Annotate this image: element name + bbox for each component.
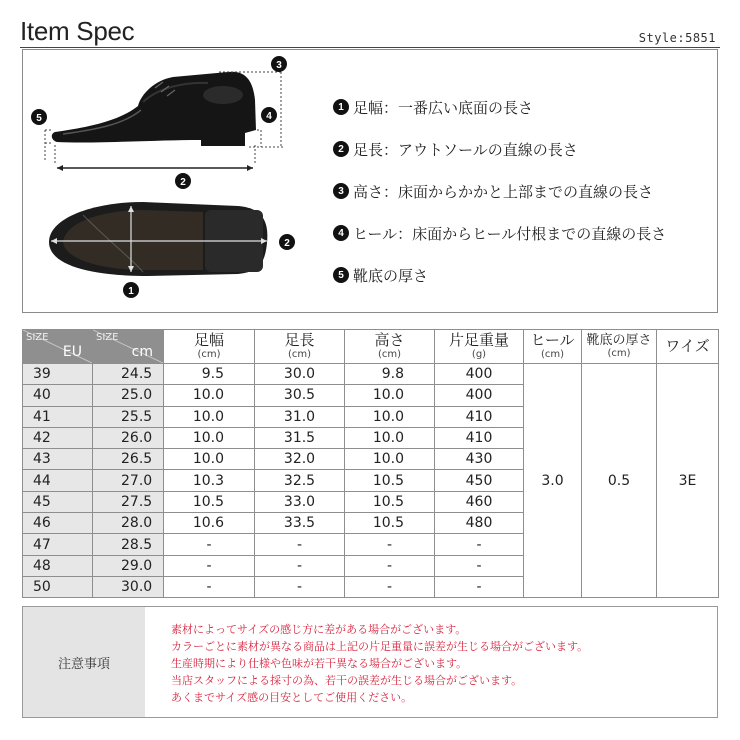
- number-badge-icon: 5: [333, 267, 349, 283]
- column-header: 靴底の厚さ (cm): [582, 330, 657, 364]
- cm-size-cell: 25.5: [93, 406, 164, 427]
- marker-2b-label: 2: [284, 238, 290, 249]
- height-cell: 10.5: [345, 491, 435, 512]
- note-line: カラーごとに素材が異なる商品は上記の片足重量に誤差が生じる場合がございます。: [171, 640, 589, 653]
- eu-size-cell: 41: [23, 406, 93, 427]
- width-cell: -: [164, 534, 255, 555]
- legend-item: [333, 128, 666, 170]
- sole-thickness-cell: 0.5: [582, 364, 657, 598]
- weight-cell: -: [435, 576, 524, 597]
- height-cell: 10.0: [345, 427, 435, 448]
- column-header: 片足重量 (g): [435, 330, 524, 364]
- legend-text: 足幅：一番広い底面の長さ: [353, 98, 534, 117]
- width-cell: 9.5: [164, 364, 255, 385]
- length-cell: 32.0: [255, 449, 345, 470]
- cm-size-cell: 28.5: [93, 534, 164, 555]
- legend-item: [333, 254, 666, 296]
- eu-size-cell: 39: [23, 364, 93, 385]
- weight-cell: 400: [435, 385, 524, 406]
- cm-size-cell: 29.0: [93, 555, 164, 576]
- note-line: 素材によってサイズの感じ方に差がある場合がございます。: [171, 623, 467, 636]
- weight-cell: 480: [435, 513, 524, 534]
- length-cell: -: [255, 555, 345, 576]
- eu-size-cell: 42: [23, 427, 93, 448]
- height-cell: -: [345, 555, 435, 576]
- note-line: 当店スタッフによる採寸の為、若干の誤差が生じる場合がございます。: [171, 674, 523, 687]
- legend-text: ヒール：床面からヒール付根までの直線の長さ: [353, 224, 667, 243]
- width-cell: 10.5: [164, 491, 255, 512]
- shoe-measurement-illustration: [23, 50, 323, 312]
- note-line: 生産時期により仕様や色味が若干異なる場合がございます。: [171, 657, 468, 670]
- width-cell: 10.3: [164, 470, 255, 491]
- number-badge-icon: 3: [333, 183, 349, 199]
- cm-size-cell: 30.0: [93, 576, 164, 597]
- shoe-sole-view: [49, 202, 267, 276]
- length-cell: -: [255, 534, 345, 555]
- length-cell: 30.5: [255, 385, 345, 406]
- legend-item: [333, 86, 666, 128]
- eu-size-cell: 50: [23, 576, 93, 597]
- legend-text: 足長：アウトソールの直線の長さ: [353, 140, 578, 159]
- eu-size-cell: 44: [23, 470, 93, 491]
- width-cell: 10.0: [164, 449, 255, 470]
- shoe-side-view: [52, 72, 256, 146]
- notes-panel: [22, 606, 718, 718]
- height-cell: 10.5: [345, 470, 435, 491]
- length-cell: 30.0: [255, 364, 345, 385]
- measurement-legend: [333, 86, 666, 296]
- weight-cell: 410: [435, 427, 524, 448]
- weight-cell: 460: [435, 491, 524, 512]
- heel-cell: 3.0: [524, 364, 582, 598]
- title-divider: [20, 47, 720, 48]
- cm-size-cell: 28.0: [93, 513, 164, 534]
- width-cell: 10.0: [164, 385, 255, 406]
- eu-size-cell: 46: [23, 513, 93, 534]
- legend-item: [333, 170, 666, 212]
- number-badge-icon: 4: [333, 225, 349, 241]
- size-table: [22, 329, 719, 598]
- length-cell: 31.5: [255, 427, 345, 448]
- column-header: 足長 (cm): [255, 330, 345, 364]
- cm-size-cell: 25.0: [93, 385, 164, 406]
- weight-cell: -: [435, 555, 524, 576]
- weight-cell: 430: [435, 449, 524, 470]
- marker-4-label: 4: [266, 111, 272, 122]
- legend-item: [333, 212, 666, 254]
- width-cell: 10.0: [164, 427, 255, 448]
- eu-size-cell: 45: [23, 491, 93, 512]
- length-cell: 31.0: [255, 406, 345, 427]
- marker-5-label: 5: [36, 113, 42, 124]
- page-title: Item Spec: [20, 16, 135, 46]
- size-eu-header: [23, 330, 93, 364]
- weight-cell: 400: [435, 364, 524, 385]
- weight-cell: 450: [435, 470, 524, 491]
- eu-size-cell: 48: [23, 555, 93, 576]
- eu-size-cell: 47: [23, 534, 93, 555]
- cm-size-cell: 26.0: [93, 427, 164, 448]
- column-header: 高さ (cm): [345, 330, 435, 364]
- height-cell: 10.0: [345, 385, 435, 406]
- width-cell: 10.6: [164, 513, 255, 534]
- cm-size-cell: 24.5: [93, 364, 164, 385]
- column-header: ワイズ: [657, 330, 719, 364]
- length-cell: -: [255, 576, 345, 597]
- legend-text: 高さ：床面からかかと上部までの直線の長さ: [353, 182, 654, 201]
- spec-illustration-panel: [22, 49, 718, 313]
- note-line: あくまでサイズ感の目安としてご使用ください。: [171, 691, 413, 704]
- table-row: [23, 364, 719, 385]
- length-cell: 33.0: [255, 491, 345, 512]
- eu-size-cell: 43: [23, 449, 93, 470]
- length-cell: 32.5: [255, 470, 345, 491]
- number-badge-icon: 2: [333, 141, 349, 157]
- marker-2-label: 2: [180, 177, 186, 188]
- legend-text: 靴底の厚さ: [353, 266, 429, 285]
- width-cell: 10.0: [164, 406, 255, 427]
- height-cell: 10.0: [345, 449, 435, 470]
- height-cell: -: [345, 576, 435, 597]
- cm-size-cell: 27.5: [93, 491, 164, 512]
- style-code: Style:5851: [638, 31, 716, 45]
- height-cell: 9.8: [345, 364, 435, 385]
- height-cell: 10.5: [345, 513, 435, 534]
- number-badge-icon: 1: [333, 99, 349, 115]
- size-label: SIZE: [96, 332, 119, 343]
- column-header: 足幅 (cm): [164, 330, 255, 364]
- size-cm-header: [93, 330, 164, 364]
- width-cell: -: [164, 576, 255, 597]
- cm-size-cell: 27.0: [93, 470, 164, 491]
- height-cell: -: [345, 534, 435, 555]
- marker-1-label: 1: [128, 286, 134, 297]
- marker-3-label: 3: [276, 60, 282, 71]
- column-header: ヒール (cm): [524, 330, 582, 364]
- width-cell: -: [164, 555, 255, 576]
- eu-label: EU: [62, 344, 82, 360]
- weight-cell: -: [435, 534, 524, 555]
- notes-list: [171, 621, 588, 706]
- eu-size-cell: 40: [23, 385, 93, 406]
- length-cell: 33.5: [255, 513, 345, 534]
- width-fit-cell: 3E: [657, 364, 719, 598]
- cm-size-cell: 26.5: [93, 449, 164, 470]
- table-header-row: [23, 330, 719, 364]
- weight-cell: 410: [435, 406, 524, 427]
- height-cell: 10.0: [345, 406, 435, 427]
- cm-label: cm: [131, 344, 153, 360]
- size-label: SIZE: [26, 332, 49, 343]
- notes-label: 注意事項: [23, 607, 145, 717]
